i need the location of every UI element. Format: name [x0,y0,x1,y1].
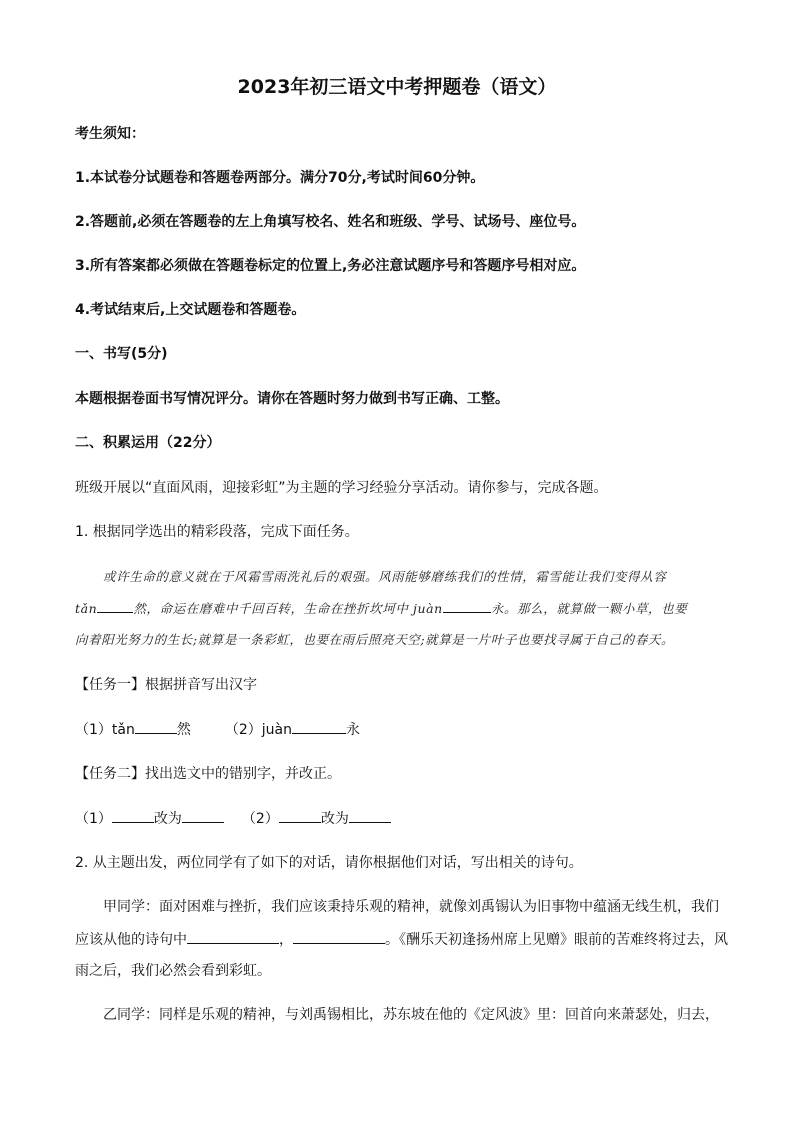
notice-item-1: 1.本试卷分试题卷和答题卷两部分。满分70分,考试时间60分钟。 [75,170,485,186]
section1-heading: 一、书写(5分) [75,346,168,362]
dialogue-jia-line-3: 雨之后，我们必然会看到彩虹。 [75,963,271,979]
notice-heading: 考生须知： [75,126,145,142]
passage-line-2-end: 永。那么，就算做一颗小草，也要 [490,601,688,616]
notice-item-4: 4.考试结束后,上交试题卷和答题卷。 [75,302,306,318]
passage-line-2-middle: 然，命运在磨难中千回百转，生命在挫折坎坷中 juàn [133,601,443,616]
passage-blank-tan [97,598,133,613]
dialogue-jia-comma: ， [279,932,293,948]
answer-blank-correct-2[interactable] [349,808,391,823]
dialogue-jia-line-2 [75,929,734,950]
answer-blank-correct-1[interactable] [182,808,224,823]
passage-line-3: 向着阳光努力的生长;就算是一条彩虹，也要在雨后照亮天空;就算是一片叶子也要找寻属于自己的春天。 [75,632,675,647]
section2-intro: 班级开展以“直面风雨，迎接彩虹”为主题的学习经验分享活动。请你参与，完成各题。 [75,480,608,496]
task-1-b-suffix: 永 [345,722,360,738]
task-1-heading: 【任务一】根据拼音写出汉字 [75,677,257,693]
answer-blank-wrong-2[interactable] [279,808,321,823]
task-2-a-label: （1） [75,811,112,827]
task-2-heading: 【任务二】找出选文中的错别字，并改正。 [75,766,341,782]
poem-blank-1[interactable] [187,929,279,944]
task-1-a-suffix: 然 [176,722,191,738]
notice-item-2: 2.答题前,必须在答题卷的左上角填写校名、姓名和班级、学号、试场号、座位号。 [75,214,586,230]
task-2-b-label: （2） [241,811,279,827]
dialogue-jia-line-2-end: 。《酬乐天初逢扬州席上见赠》眼前的苦难终将过去，风 [385,932,728,948]
dialogue-yi-line-1: 乙同学：同样是乐观的精神，与刘禹锡相比，苏东坡在他的《定风波》里：回首向来萧瑟处，归去， [103,1007,719,1023]
answer-blank-juan[interactable] [292,719,346,734]
dialogue-jia-line-2-start: 应该从他的诗句中 [75,932,187,948]
task-2-answers [75,808,734,829]
dialogue-jia-line-1: 甲同学：面对困难与挫折，我们应该秉持乐观的精神，就像刘禹锡认为旧事物中蕴涵无线生机，我们 [103,899,719,915]
passage-blank-juan [443,598,491,613]
task-1-b-label: （2）juàn [224,722,292,738]
passage-pinyin-tan: tǎn [75,601,98,616]
task-2-a-change: 改为 [153,811,182,827]
task-1-answers [75,719,734,740]
section2-heading: 二、积累运用（22分） [75,435,221,451]
answer-blank-wrong-1[interactable] [112,808,154,823]
passage-line-2 [75,598,734,619]
question-2-prompt: 2. 从主题出发，两位同学有了如下的对话，请你根据他们对话，写出相关的诗句。 [75,855,583,871]
poem-blank-2[interactable] [293,929,385,944]
notice-item-3: 3.所有答案都必须做在答题卷标定的位置上,务必注意试题序号和答题序号相对应。 [75,258,586,274]
task-1-a-label: （1）tǎn [75,722,135,738]
task-2-b-change: 改为 [320,811,349,827]
answer-blank-tan[interactable] [135,719,177,734]
passage-line-1: 或许生命的意义就在于风霜雪雨洗礼后的艰强。风雨能够磨练我们的性情，霜雪能让我们变得从容 [103,569,667,584]
question-1-prompt: 1. 根据同学选出的精彩段落，完成下面任务。 [75,524,359,540]
section1-body: 本题根据卷面书写情况评分。请你在答题时努力做到书写正确、工整。 [75,391,509,407]
page-title: 2023年初三语文中考押题卷（语文） [237,76,557,98]
